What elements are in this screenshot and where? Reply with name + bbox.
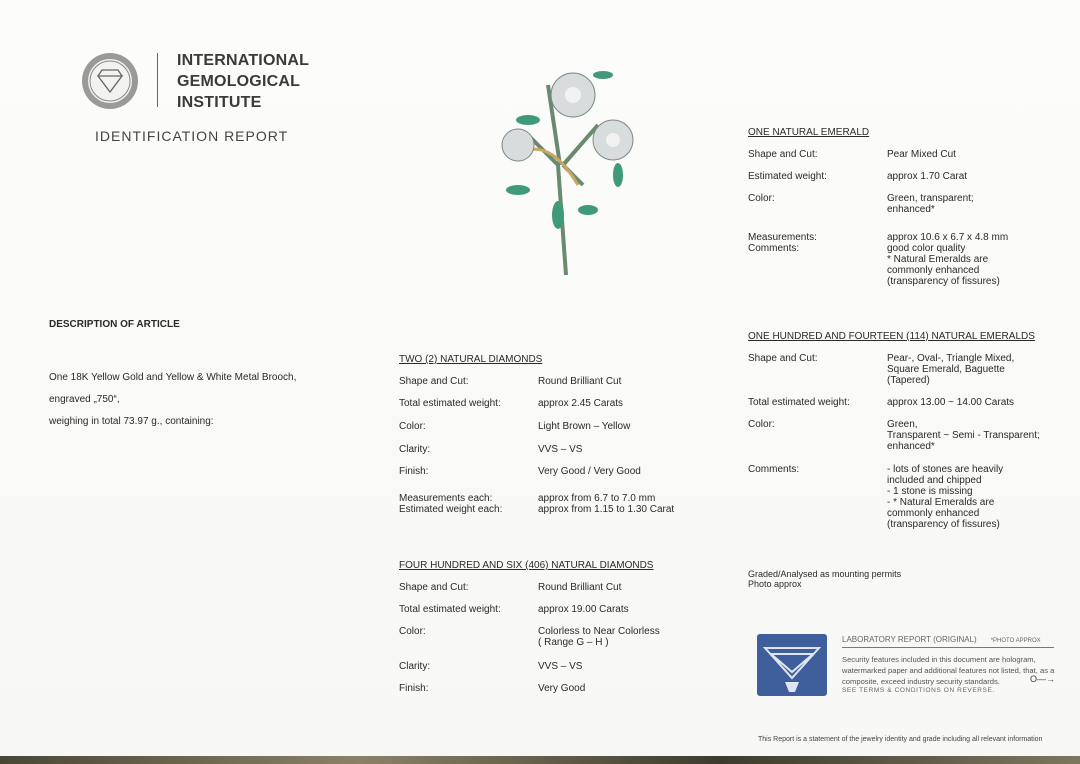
spec-row xyxy=(399,582,688,593)
spec-label: Clarity: xyxy=(399,661,431,672)
photo-note: *PHOTO APPROX xyxy=(990,638,1041,644)
spec-value: Pear-, Oval-, Triangle Mixed, Square Emerald, Baguette (Tapered) xyxy=(887,353,1015,386)
spec-label: Color: xyxy=(748,419,775,430)
section-title: TWO (2) NATURAL DIAMONDS xyxy=(399,354,543,365)
report-title: IDENTIFICATION REPORT xyxy=(95,128,289,144)
org-line: INSTITUTE xyxy=(177,94,262,111)
spec-label: Total estimated weight: xyxy=(399,398,501,409)
spec-row xyxy=(399,661,688,672)
spec-row xyxy=(748,193,1037,215)
section-two-diamonds xyxy=(399,354,699,515)
spec-value: approx 10.6 x 6.7 x 4.8 mm good color quality * Natural Emeralds are commonly enhanced (transparency of fissures) xyxy=(887,232,1009,287)
spec-row xyxy=(399,604,688,615)
spec-value: Green, transparent; enhanced* xyxy=(887,193,974,215)
spec-row xyxy=(399,626,688,648)
spec-label: Finish: xyxy=(399,466,429,477)
description-heading: DESCRIPTION OF ARTICLE xyxy=(49,319,180,330)
spec-value: - lots of stones are heavily included and chipped - 1 stone is missing - * Natural Emeralds are commonly enhanced (transparency of fissures) xyxy=(887,464,1004,530)
spec-value: Colorless to Near Colorless ( Range G – H ) xyxy=(538,626,660,648)
section-title: FOUR HUNDRED AND SIX (406) NATURAL DIAMONDS xyxy=(399,560,654,571)
spec-value: approx 19.00 Carats xyxy=(538,604,629,615)
lab-report-title xyxy=(842,634,1041,647)
spec-label: Shape and Cut: xyxy=(748,353,818,364)
spec-label: Color: xyxy=(399,626,426,637)
spec-label: Shape and Cut: xyxy=(399,376,469,387)
lab-title-text: LABORATORY REPORT (ORIGINAL) xyxy=(842,635,977,644)
spec-row xyxy=(748,464,1057,530)
terms-note: SEE TERMS & CONDITIONS ON REVERSE. xyxy=(842,687,995,694)
spec-label: Total estimated weight: xyxy=(399,604,501,615)
spec-row xyxy=(399,421,688,432)
spec-label: Finish: xyxy=(399,683,429,694)
spec-value: approx 1.70 Carat xyxy=(887,171,968,182)
grading-note: Graded/Analysed as mounting permits Photo approx xyxy=(748,569,902,589)
spec-value: Round Brilliant Cut xyxy=(538,582,622,593)
spec-label: Color: xyxy=(399,421,426,432)
section-title: ONE HUNDRED AND FOURTEEN (114) NATURAL EMERALDS xyxy=(748,331,1035,342)
section-406-diamonds xyxy=(399,560,699,694)
hologram-icon xyxy=(757,634,827,696)
spec-label: Measurements each: Estimated weight each: xyxy=(399,493,503,515)
spec-row xyxy=(399,398,688,409)
spec-row xyxy=(399,466,688,477)
spec-label: Total estimated weight: xyxy=(748,397,850,408)
spec-label: Estimated weight: xyxy=(748,171,827,182)
spec-row xyxy=(748,149,1037,160)
spec-row xyxy=(748,171,1037,182)
section-114-emeralds xyxy=(748,331,1058,530)
spec-value: approx 13.00 ~ 14.00 Carats xyxy=(887,397,1015,408)
key-icon: O—→ xyxy=(1030,674,1056,684)
org-line: GEMOLOGICAL xyxy=(177,73,301,90)
brooch-photo xyxy=(488,45,638,280)
description-line: One 18K Yellow Gold and Yellow & White Metal Brooch, xyxy=(49,372,297,383)
section-one-emerald xyxy=(748,127,1048,287)
spec-label: Shape and Cut: xyxy=(748,149,818,160)
header-divider xyxy=(157,53,158,107)
spec-row xyxy=(399,444,688,455)
spec-value: Light Brown – Yellow xyxy=(538,421,631,432)
spec-row xyxy=(748,232,1037,287)
disclaimer: This Report is a statement of the jewelry identity and grade including all relevant information xyxy=(758,736,1043,743)
spec-label: Measurements: Comments: xyxy=(748,232,817,254)
description-line: engraved „750“, xyxy=(49,394,120,405)
org-name xyxy=(177,50,309,113)
divider xyxy=(842,647,1054,648)
spec-row xyxy=(748,397,1057,408)
spec-value: VVS – VS xyxy=(538,444,583,455)
description-line: weighing in total 73.97 g., containing: xyxy=(49,416,214,427)
spec-value: Very Good xyxy=(538,683,586,694)
spec-label: Shape and Cut: xyxy=(399,582,469,593)
section-title: ONE NATURAL EMERALD xyxy=(748,127,870,138)
security-text: Security features included in this document are hologram, watermarked paper and additional features not listed, that, as a composite, exceed industry security standards. xyxy=(842,655,1055,686)
spec-row xyxy=(399,493,688,515)
spec-row xyxy=(399,376,688,387)
spec-value: approx from 6.7 to 7.0 mm approx from 1.15 to 1.30 Carat xyxy=(538,493,675,515)
spec-value: Round Brilliant Cut xyxy=(538,376,622,387)
spec-label: Color: xyxy=(748,193,775,204)
spec-label: Comments: xyxy=(748,464,800,475)
spec-value: VVS – VS xyxy=(538,661,583,672)
org-line: INTERNATIONAL xyxy=(177,52,310,69)
spec-row xyxy=(748,419,1057,452)
page-edge xyxy=(0,756,1080,764)
spec-value: approx 2.45 Carats xyxy=(538,398,624,409)
spec-label: Clarity: xyxy=(399,444,431,455)
spec-value: Green, Transparent ~ Semi - Transparent; enhanced* xyxy=(887,419,1040,452)
spec-row xyxy=(748,353,1057,386)
spec-row xyxy=(399,683,688,694)
spec-value: Very Good / Very Good xyxy=(538,466,641,477)
igi-logo-seal xyxy=(80,52,140,110)
spec-value: Pear Mixed Cut xyxy=(887,149,956,160)
